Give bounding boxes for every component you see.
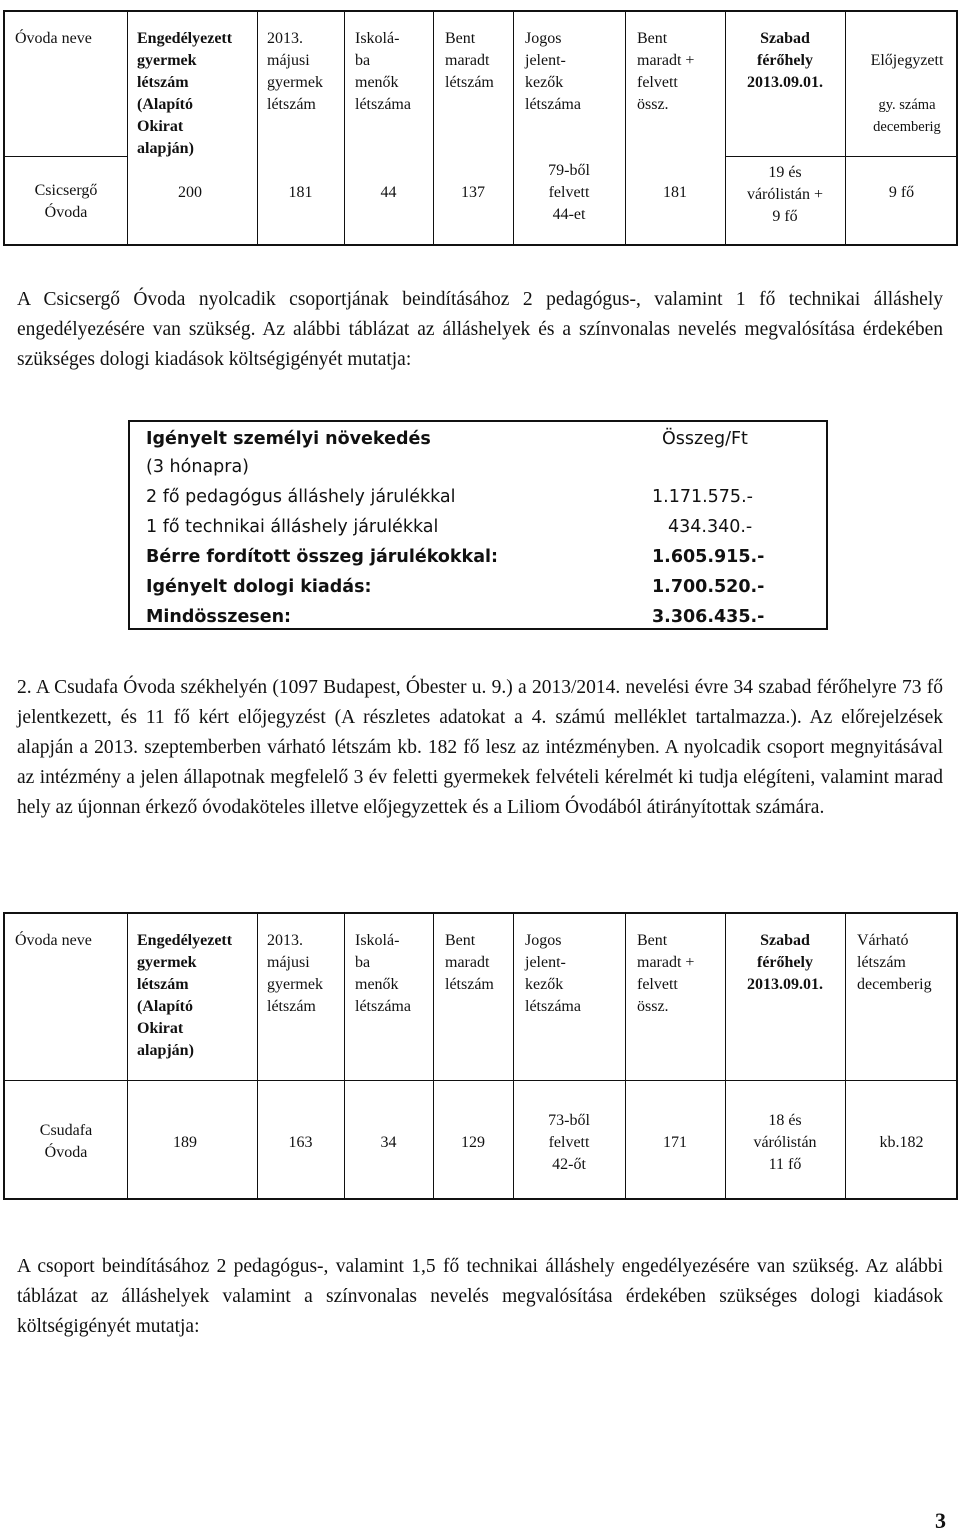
cost-row-label: Mindösszesen: xyxy=(146,607,292,627)
header-kindergarten-name: Óvoda neve xyxy=(15,932,92,949)
cost-header-label: Igényelt személyi növekedés xyxy=(146,429,431,449)
row-kindergarten-name: Csicsergő Óvoda xyxy=(34,182,98,221)
header-kindergarten-name: Óvoda neve xyxy=(15,30,92,47)
header-allowed-count: Engedélyezett gyermek létszám (Alapító Okirat alapján) xyxy=(137,932,233,1059)
header-school-leavers: Iskolá- ba menők létszáma xyxy=(355,30,411,113)
cost-row-amount: 434.340.- xyxy=(668,517,753,537)
row-school: 34 xyxy=(380,1134,397,1151)
row-may: 181 xyxy=(288,184,313,201)
row-allowed: 189 xyxy=(173,1134,197,1151)
header-preregistered xyxy=(855,28,959,138)
row-may: 163 xyxy=(288,1134,313,1151)
row-prereg: 9 fő xyxy=(888,184,915,201)
csudafa-table xyxy=(3,912,958,1200)
cost-row-label: 2 fő pedagógus álláshely járulékkal xyxy=(146,487,456,507)
row-allowed: 200 xyxy=(178,184,202,201)
header-school-leavers: Iskolá- ba menők létszáma xyxy=(355,932,411,1015)
header-total: Bent maradt + felvett össz. xyxy=(637,30,695,113)
header-staying-count: Bent maradt létszám xyxy=(445,932,494,993)
header-allowed-count: Engedélyezett gyermek létszám (Alapító Okirat alapján) xyxy=(137,30,233,157)
paragraph-csudafa: 2. A Csudafa Óvoda székhelyén (1097 Budapest, Óbester u. 9.) a 2013/2014. nevelési évre 34 szabad férőhelyre 73 fő jelentkezett, és 11 fő kért előjegyzést (A részletes adatokat a 4. számú melléklet tartalmazza.). Az előrejelzések alapján a 2013. szeptemberben várható létszám kb. 182 fő lesz az intézményben. A nyolcadik csoport megnyitásával az intézmény a jelen állapotnak megfelelő 3 év feletti gyermekek felvételi kérelmét ki tudja elégíteni, valamint marad hely az újonnan érkező óvodaköteles illetve előjegyzettek és a Liliom Óvodából átirányítottak számára. xyxy=(17,677,943,818)
cost-row-amount: 3.306.435.- xyxy=(652,607,765,627)
row-total: 181 xyxy=(663,184,687,201)
header-may-count: 2013. májusi gyermek létszám xyxy=(267,932,323,1015)
header-total: Bent maradt + felvett össz. xyxy=(637,932,695,1015)
header-may-count: 2013. májusi gyermek létszám xyxy=(267,30,323,113)
row-expected: kb.182 xyxy=(879,1134,924,1151)
row-stay: 129 xyxy=(461,1134,485,1151)
cost-row-amount: 1.700.520.- xyxy=(652,577,765,597)
header-staying-count: Bent maradt létszám xyxy=(445,30,494,91)
row-applicants: 79-ből felvett 44-et xyxy=(548,162,590,223)
row-applicants: 73-ből felvett 42-őt xyxy=(548,1112,590,1173)
header-expected-count: Várható létszám decemberig xyxy=(857,932,932,993)
cost-header-amount: Összeg/Ft xyxy=(662,429,748,449)
row-free: 19 és várólistán + 9 fő xyxy=(746,164,824,225)
header-preregistered-line1: Előjegyzett xyxy=(870,52,944,69)
paragraph-csudafa-staff: A csoport beindításához 2 pedagógus-, valamint 1,5 fő technikai álláshely engedélyezésére van szükség. Az alábbi táblázat az álláshelyek valamint a színvonalas nevelés megvalósítása érdekében szükséges dologi kiadások költségigényét mutatja: xyxy=(17,1256,943,1337)
row-stay: 137 xyxy=(461,184,485,201)
header-applicants: Jogos jelent- kezők létszáma xyxy=(525,932,581,1015)
csicserg-table xyxy=(3,10,958,246)
header-free-places: Szabad férőhely 2013.09.01. xyxy=(747,932,823,993)
row-free: 18 és várólistán 11 fő xyxy=(753,1112,817,1173)
row-kindergarten-name: Csudafa Óvoda xyxy=(39,1122,93,1161)
cost-row-label: Igényelt dologi kiadás: xyxy=(146,577,372,597)
page-number: 3 xyxy=(935,1508,946,1533)
header-free-places: Szabad férőhely 2013.09.01. xyxy=(747,30,823,91)
cost-row-label: 1 fő technikai álláshely járulékkal xyxy=(146,517,439,537)
row-total: 171 xyxy=(663,1134,687,1151)
row-school: 44 xyxy=(380,184,397,201)
cost-row-label: Bérre fordított összeg járulékokkal: xyxy=(146,547,498,567)
header-preregistered-line2: gy. száma decemberig xyxy=(873,97,941,135)
cost-table xyxy=(128,420,828,630)
header-applicants: Jogos jelent- kezők létszáma xyxy=(525,30,581,113)
cost-row-amount: 1.605.915.- xyxy=(652,547,765,567)
cost-row-amount: 1.171.575.- xyxy=(652,487,753,507)
cost-header-period-label: (3 hónapra) xyxy=(146,457,249,477)
paragraph-csicserg-staff: A Csicsergő Óvoda nyolcadik csoportjának beindításához 2 pedagógus-, valamint 1 fő technikai álláshely engedélyezésére van szükség. Az alábbi táblázat az álláshelyek és a színvonalas nevelés megvalósítása érdekében szükséges dologi kiadások költségigényét mutatja: xyxy=(17,289,943,370)
